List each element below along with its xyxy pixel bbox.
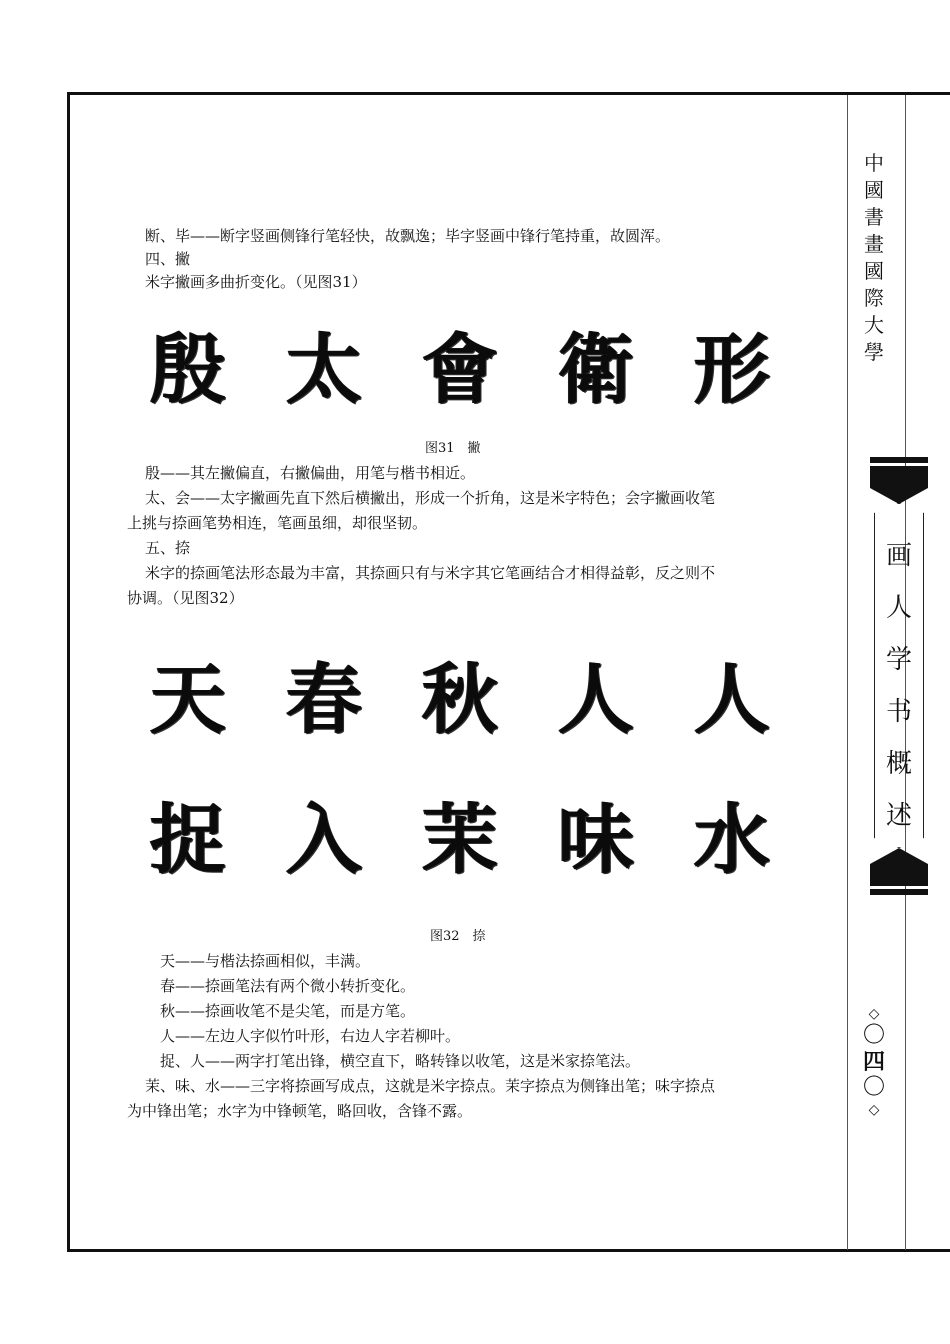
section-heading: 四、撇 <box>145 250 191 268</box>
book-title-char: 述 <box>885 801 912 831</box>
calligraphy-char: 味 <box>558 795 634 884</box>
paragraph: 上挑与捺画笔势相连，笔画虽细，却很坚韧。 <box>127 514 428 532</box>
series-title-char: 際 <box>864 286 884 310</box>
calligraphy-char: 衛 <box>558 325 634 414</box>
paragraph: 天——与楷法捺画相似，丰满。 <box>160 952 371 970</box>
figure-caption: 图32 捺 <box>430 929 486 944</box>
paragraph: 秋——捺画收笔不是尖笔，而是方笔。 <box>160 1002 416 1020</box>
page-number-ornament: ◇ <box>868 1006 880 1022</box>
paragraph: 协调。（见图32） <box>127 589 244 607</box>
book-title <box>874 530 924 842</box>
calligraphy-char: 水 <box>694 795 770 884</box>
paragraph: 太、会——太字撇画先直下然后横撇出，形成一个折角，这是米字特色；会字撇画收笔 <box>145 489 716 507</box>
page-number-ornament: ◇ <box>868 1102 880 1118</box>
calligraphy-char: 殷 <box>150 325 226 414</box>
book-title-char: 人 <box>885 593 912 623</box>
paragraph: 断、毕——断字竖画侧锋行笔轻快，故飘逸；毕字竖画中锋行笔持重，故圆浑。 <box>145 227 671 245</box>
book-title-char: 学 <box>885 645 912 675</box>
page-number-digit: 〇 <box>862 1023 885 1048</box>
figure-32-row-2 <box>150 795 770 885</box>
series-title-char: 畫 <box>864 232 884 256</box>
calligraphy-char: 太 <box>286 325 362 414</box>
paragraph: 捉、人——两字打笔出锋，横空直下，略转锋以收笔，这是米家捺笔法。 <box>160 1052 641 1070</box>
page-number <box>860 1005 888 1119</box>
paragraph: 米字撇画多曲折变化。（见图31） <box>145 273 367 291</box>
paragraph: 为中锋出笔；水字为中锋顿笔，略回收，含锋不露。 <box>127 1102 473 1120</box>
page-number-digit: 〇 <box>862 1075 885 1100</box>
book-title-char: 画 <box>885 541 912 571</box>
paragraph: 人——左边人字似竹叶形，右边人字若柳叶。 <box>160 1027 461 1045</box>
figure-32-row-1 <box>150 655 770 745</box>
series-title-char: 國 <box>864 178 884 202</box>
series-title-char: 學 <box>864 340 884 364</box>
calligraphy-char: 天 <box>150 655 226 744</box>
margin-rule-left <box>847 95 848 1250</box>
calligraphy-char: 秋 <box>422 655 498 744</box>
series-title-char: 書 <box>864 205 884 229</box>
ornament-bar-bottom <box>870 889 928 895</box>
series-title-char: 中 <box>864 151 884 175</box>
paragraph: 殷——其左撇偏直，右撇偏曲，用笔与楷书相近。 <box>145 464 476 482</box>
book-title-char: 概 <box>885 749 912 779</box>
book-title-char: 书 <box>885 697 912 727</box>
paragraph: 茉、味、水——三字将捺画写成点，这就是米字捺点。茉字捺点为侧锋出笔；味字捺点 <box>145 1077 716 1095</box>
calligraphy-char: 形 <box>694 325 770 414</box>
series-title-char: 大 <box>864 313 884 337</box>
calligraphy-char: 入 <box>286 795 362 884</box>
calligraphy-char: 捉 <box>150 795 226 884</box>
series-title-char: 國 <box>864 259 884 283</box>
calligraphy-char: 人 <box>694 655 770 744</box>
ornament-bar-top <box>870 457 928 463</box>
calligraphy-char: 春 <box>286 655 362 744</box>
figure-caption: 图31 撇 <box>425 441 481 456</box>
calligraphy-char: 會 <box>422 325 498 414</box>
paragraph: 米字的捺画笔法形态最为丰富，其捺画只有与米字其它笔画结合才相得益彰，反之则不 <box>145 564 716 582</box>
section-heading: 五、捺 <box>145 539 191 557</box>
ornament-chevron-top <box>870 466 928 504</box>
page-number-digit: 四 <box>862 1049 885 1075</box>
calligraphy-char: 茉 <box>422 795 498 884</box>
paragraph: 春——捺画笔法有两个微小转折变化。 <box>160 977 416 995</box>
ornament-chevron-bottom <box>870 848 928 886</box>
calligraphy-char: 人 <box>558 655 634 744</box>
series-title <box>860 150 888 366</box>
figure-31 <box>150 325 770 415</box>
